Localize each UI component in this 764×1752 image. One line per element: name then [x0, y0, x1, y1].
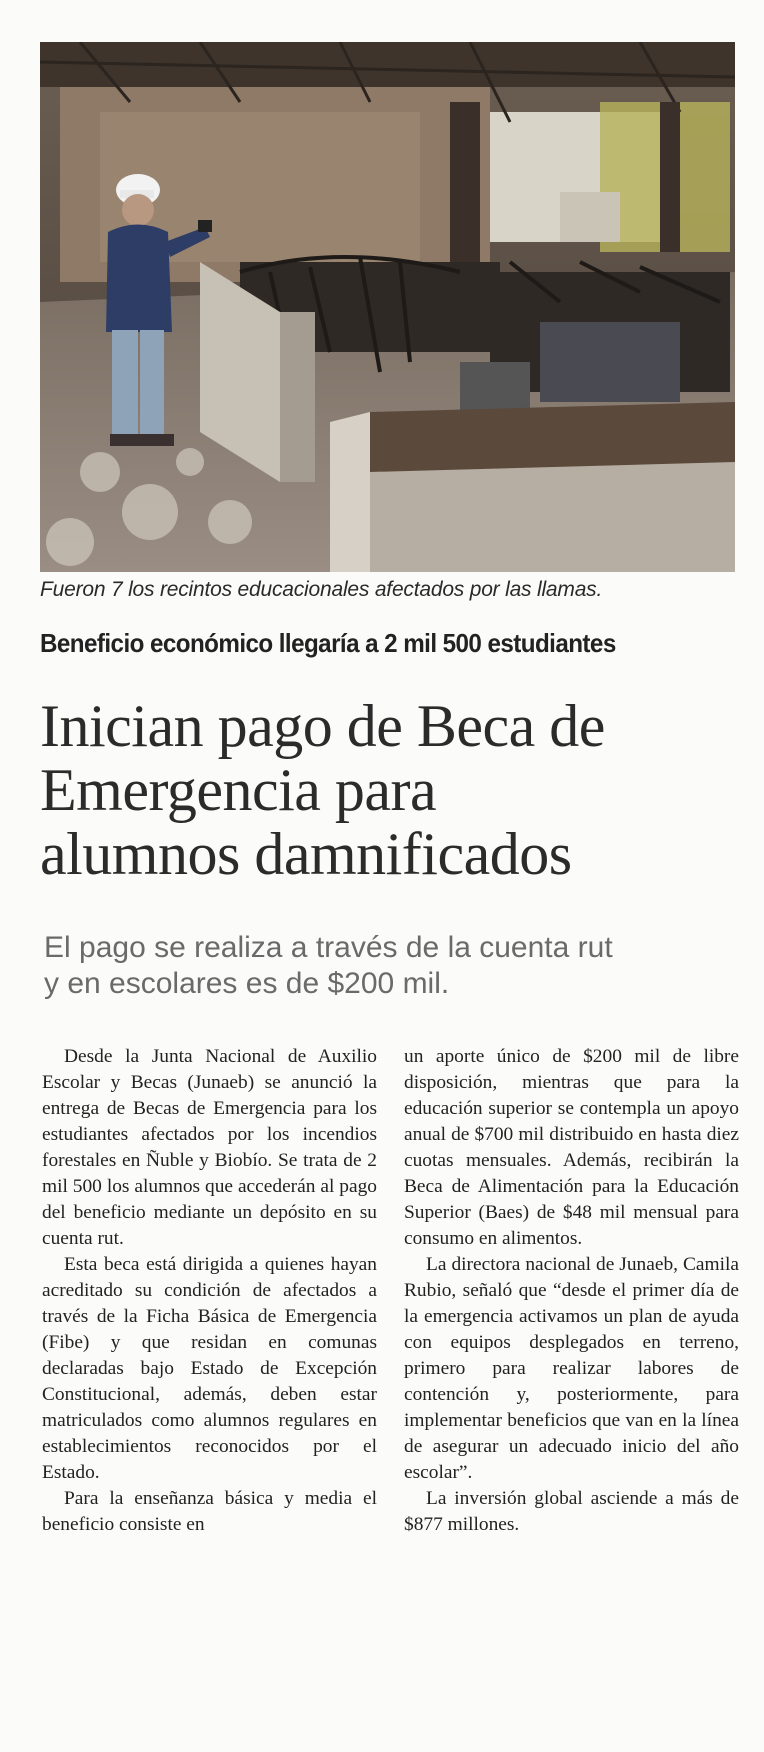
body-paragraph: un aporte único de $200 mil de libre disposición, mientras que para la educación superior se contempla un apoyo anual de $700 mil distribuido en hasta diez cuotas mensuales. Además, recibirán la Beca de Alimentación para la Educación Superior (Baes) de $48 mil mensual para consumo en alimentos.	[404, 1046, 739, 1249]
body-paragraph: La directora nacional de Junaeb, Camila Rubio, señaló que “desde el primer día de la emergencia activamos un plan de ayuda con equipos desplegados en terreno, primero para realizar labores de contención y, posteriormente, para implementar beneficios que van en la línea de asegurar un adecuado inicio del año escolar”.	[404, 1254, 739, 1483]
body-paragraph: Esta beca está dirigida a quienes hayan acreditado su condición de afectados a través de la Ficha Básica de Emergencia (Fibe) y que residan en comunas declaradas bajo Estado de Excepción Constitucional, además, deben estar matriculados como alumnos regulares en establecimientos reconocidos por el Estado.	[42, 1254, 377, 1483]
body-column-right	[404, 1044, 739, 1538]
article-kicker: Beneficio económico llegaría a 2 mil 500 estudiantes	[40, 628, 616, 658]
fire-damage-photo	[40, 42, 735, 572]
headline-line: Emergencia para	[40, 757, 437, 823]
article-subhead	[44, 930, 744, 1002]
burned-classroom-image	[40, 42, 735, 572]
body-column-left	[42, 1044, 377, 1538]
headline-line: Inician pago de Beca de	[40, 693, 605, 759]
body-paragraph: Para la enseñanza básica y media el beneficio consiste en	[42, 1488, 377, 1535]
body-paragraph: Desde la Junta Nacional de Auxilio Escolar y Becas (Junaeb) se anunció la entrega de Becas de Emergencia para los estudiantes afectados por los incendios forestales en Ñuble y Biobío. Se trata de 2 mil 500 los alumnos que accederán al pago del beneficio mediante un depósito en su cuenta rut.	[42, 1046, 377, 1249]
subhead-line: El pago se realiza a través de la cuenta rut	[44, 931, 613, 964]
article-headline	[40, 694, 740, 886]
headline-line: alumnos damnificados	[40, 821, 572, 887]
body-paragraph: La inversión global asciende a más de $877 millones.	[404, 1488, 739, 1535]
subhead-line: y en escolares es de $200 mil.	[44, 967, 450, 1000]
photo-caption: Fueron 7 los recintos educacionales afectados por las llamas.	[40, 578, 603, 601]
